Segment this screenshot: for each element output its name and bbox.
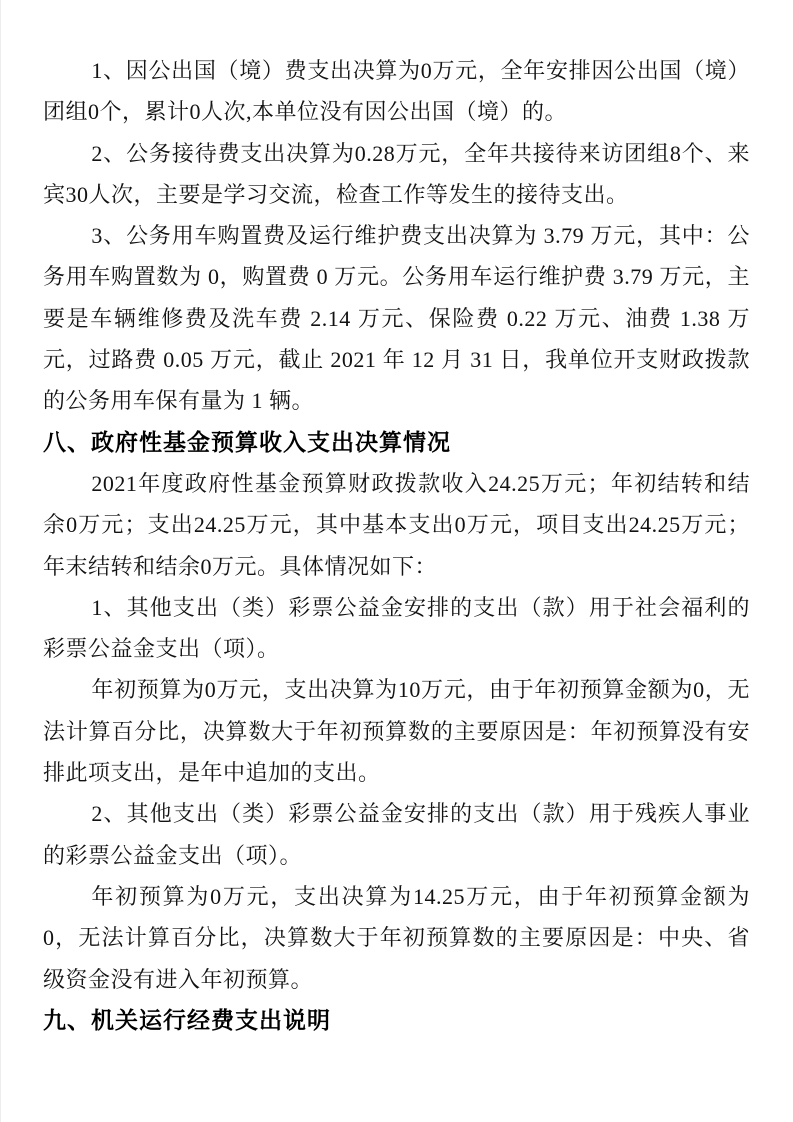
paragraph-official-reception-expense: 2、公务接待费支出决算为0.28万元，全年共接待来访团组8个、来宾30人次，主要是学习交流，检查工作等发生的接待支出。 — [43, 140, 750, 207]
section-heading-agency-operating-expense: 九、机关运行经费支出说明 — [43, 1006, 331, 1033]
paragraph-official-vehicle-expense: 3、公务用车购置费及运行维护费支出决算为 3.79 万元，其中：公务用车购置数为 0，购置费 0 万元。公务用车运行维护费 3.79 万元，主要是车辆维修费及洗车费 2.14 万元、保险费 0.22 万元、油费 1.38 万元，过路费 0.05 万元，截止 2021 年 12 月 31 日，我单位开支财政拨款的公务用车保有量为 1 辆。 — [43, 223, 750, 414]
section-heading-government-fund-budget: 八、政府性基金预算收入支出决算情况 — [43, 428, 451, 455]
paragraph-lottery-disabled-item-2-detail: 年初预算为0万元，支出决算为14.25万元，由于年初预算金额为0，无法计算百分比，决算数大于年初预算数的主要原因是：中央、省级资金没有进入年初预算。 — [43, 883, 750, 992]
paragraph-government-fund-summary: 2021年度政府性基金预算财政拨款收入24.25万元；年初结转和结余0万元；支出24.25万元，其中基本支出0万元，项目支出24.25万元；年末结转和结余0万元。具体情况如下： — [43, 470, 750, 579]
paragraph-lottery-welfare-item-1-detail: 年初预算为0万元，支出决算为10万元，由于年初预算金额为0，无法计算百分比，决算数大于年初预算数的主要原因是：年初预算没有安排此项支出，是年中追加的支出。 — [43, 677, 750, 786]
paragraph-lottery-disabled-item-2: 2、其他支出（类）彩票公益金安排的支出（款）用于残疾人事业的彩票公益金支出（项）。 — [43, 801, 750, 868]
paragraph-overseas-travel-expense: 1、因公出国（境）费支出决算为0万元，全年安排因公出国（境）团组0个，累计0人次,本单位没有因公出国（境）的。 — [43, 58, 750, 125]
paragraph-lottery-welfare-item-1: 1、其他支出（类）彩票公益金安排的支出（款）用于社会福利的彩票公益金支出（项）。 — [43, 594, 750, 662]
